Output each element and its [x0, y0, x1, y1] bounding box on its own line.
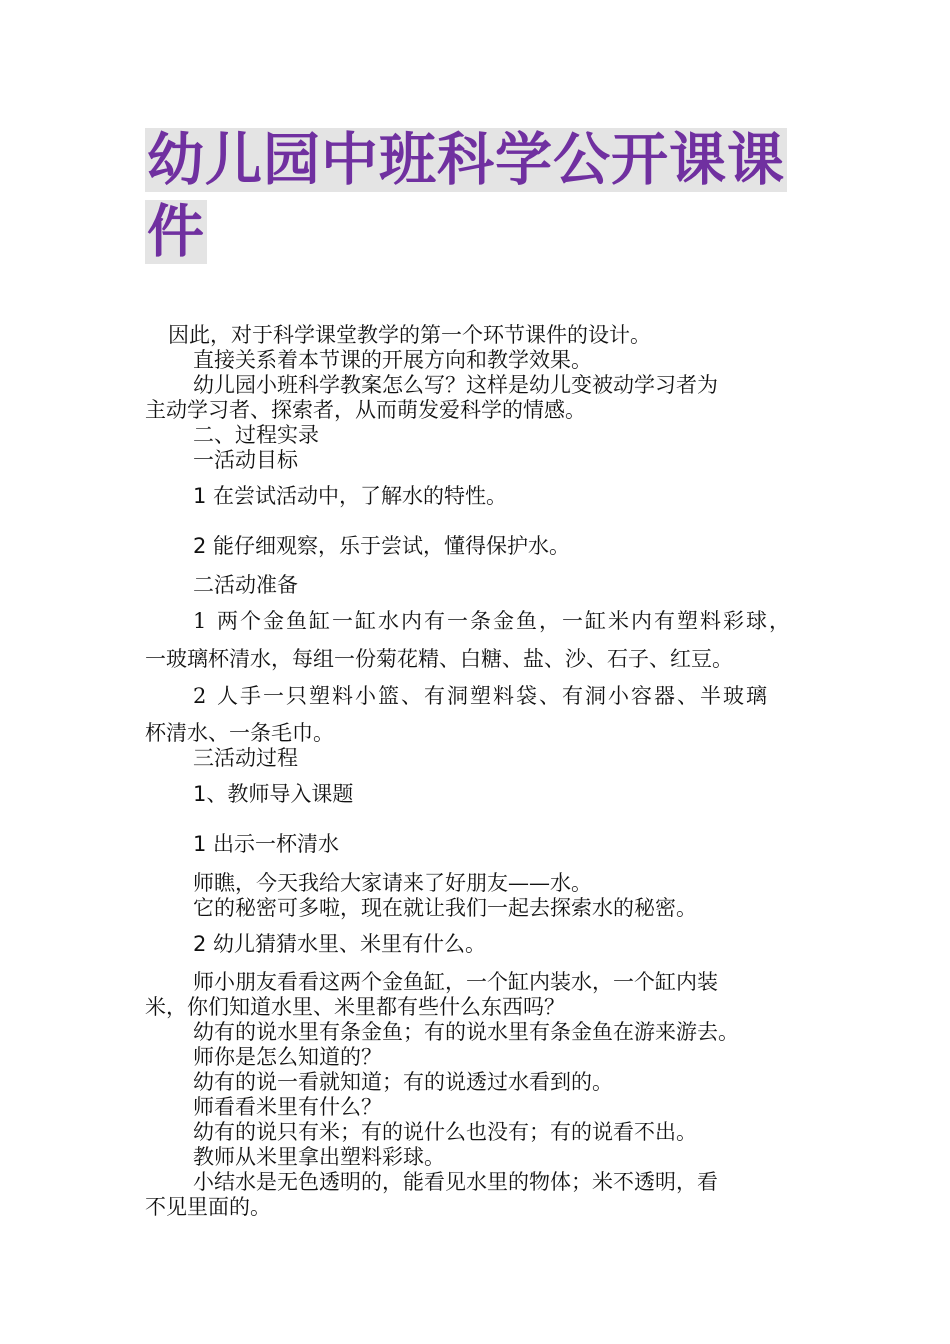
paragraph: 幼儿园小班科学教案怎么写？这样是幼儿变被动学习者为: [193, 373, 718, 397]
paragraph: 师你是怎么知道的？: [193, 1045, 382, 1069]
section-heading: 一活动目标: [193, 448, 298, 472]
paragraph: 幼有的说一看就知道；有的说透过水看到的。: [193, 1070, 613, 1094]
document-title-line-1: 幼儿园中班科学公开课课: [147, 127, 785, 193]
paragraph-continuation: 杯清水、一条毛巾。: [145, 721, 334, 745]
paragraph: 幼有的说水里有条金鱼；有的说水里有条金鱼在游来游去。: [193, 1020, 739, 1044]
section-heading: 三活动过程: [193, 746, 298, 770]
paragraph-continuation: 一玻璃杯清水，每组一份菊花精、白糖、盐、沙、石子、红豆。: [145, 647, 733, 671]
list-item: 1 在尝试活动中，了解水的特性。: [193, 484, 508, 508]
paragraph: 教师从米里拿出塑料彩球。: [193, 1145, 445, 1169]
document-title-line-2: 件: [147, 199, 205, 265]
paragraph: 因此，对于科学课堂教学的第一个环节课件的设计。: [168, 323, 651, 347]
paragraph-continuation: 不见里面的。: [145, 1195, 271, 1219]
sub-heading: 2 幼儿猜猜水里、米里有什么。: [193, 932, 487, 956]
paragraph: 师瞧，今天我给大家请来了好朋友——水。: [193, 871, 592, 895]
paragraph: 它的秘密可多啦，现在就让我们一起去探索水的秘密。: [193, 896, 697, 920]
list-item: 1 两个金鱼缸一缸水内有一条金鱼，一缸米内有塑料彩球，: [193, 609, 793, 633]
paragraph: 小结水是无色透明的，能看见水里的物体；米不透明，看: [193, 1170, 718, 1194]
sub-heading: 1 出示一杯清水: [193, 832, 340, 856]
paragraph: 师看看米里有什么？: [193, 1095, 382, 1119]
paragraph: 直接关系着本节课的开展方向和教学效果。: [193, 348, 592, 372]
section-heading: 二活动准备: [193, 573, 298, 597]
list-item: 2 能仔细观察，乐于尝试，懂得保护水。: [193, 534, 571, 558]
section-heading: 二、过程实录: [193, 423, 319, 447]
paragraph-continuation: 米，你们知道水里、米里都有些什么东西吗？: [145, 995, 565, 1019]
paragraph: 师小朋友看看这两个金鱼缸，一个缸内装水，一个缸内装: [193, 970, 718, 994]
paragraph-continuation: 主动学习者、探索者，从而萌发爱科学的情感。: [145, 398, 586, 422]
sub-heading: 1、教师导入课题: [193, 782, 354, 806]
list-item: 2 人手一只塑料小篮、有洞塑料袋、有洞小容器、半玻璃: [193, 684, 770, 708]
paragraph: 幼有的说只有米；有的说什么也没有；有的说看不出。: [193, 1120, 697, 1144]
